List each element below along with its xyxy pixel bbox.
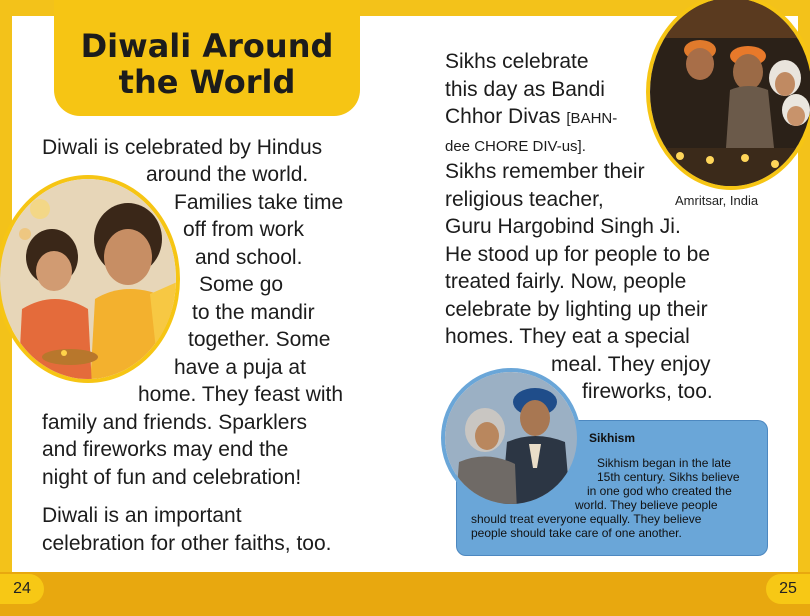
- sidebar-line-1: Sikhism began in the late: [597, 456, 732, 470]
- right-line-5: Sikhs remember their: [445, 160, 645, 183]
- left-line-6: Some go: [199, 273, 284, 296]
- pronunciation-part-1: [BAHN-: [566, 110, 618, 127]
- right-line-8: He stood up for people to be: [445, 243, 711, 266]
- photo-caption: Amritsar, India: [675, 193, 759, 208]
- left-line-1: Diwali is celebrated by Hindus: [42, 136, 323, 159]
- left-line-13: night of fun and celebration!: [42, 466, 302, 489]
- left-line-9: have a puja at: [174, 356, 306, 379]
- title-line-2: the World: [118, 63, 296, 101]
- pronunciation-part-2: dee CHORE DIV-us].: [445, 138, 586, 155]
- left-line-7: to the mandir: [192, 301, 315, 324]
- sidebar-line-3: in one god who created the: [587, 484, 732, 498]
- family-photo-image: [0, 179, 180, 383]
- right-line-9: treated fairly. Now, people: [445, 270, 687, 293]
- right-line-12: meal. They enjoy: [551, 353, 711, 376]
- right-line-6: religious teacher,: [445, 188, 604, 211]
- left-para2-line-1: Diwali is an important: [42, 504, 242, 527]
- right-line-10: celebrate by lighting up their: [445, 298, 708, 321]
- left-line-3: Families take time: [174, 191, 344, 214]
- right-line-7: Guru Hargobind Singh Ji.: [445, 215, 681, 238]
- sidebar-line-6: people should take care of one another.: [471, 526, 682, 540]
- page-number-left: 24: [0, 574, 44, 604]
- sidebar-line-4: world. They believe people: [575, 498, 718, 512]
- title-line-1: Diwali Around: [80, 27, 334, 65]
- left-line-12: and fireworks may end the: [42, 438, 289, 461]
- sidebar-title: Sikhism: [589, 431, 636, 445]
- page-number-right: 25: [766, 574, 810, 604]
- left-para2-line-2: celebration for other faiths, too.: [42, 532, 332, 555]
- amritsar-photo-image: [650, 0, 810, 190]
- right-line-2: this day as Bandi: [445, 78, 605, 101]
- right-line-3: [445, 103, 617, 132]
- right-line-11: homes. They eat a special: [445, 325, 690, 348]
- footer-band: [0, 572, 810, 616]
- prayer-photo: [441, 368, 581, 508]
- sidebar-line-5: should treat everyone equally. They believe: [471, 512, 702, 526]
- left-line-8: together. Some: [188, 328, 331, 351]
- family-photo: [0, 175, 180, 383]
- left-line-10: home. They feast with: [138, 383, 344, 406]
- right-line-13: fireworks, too.: [582, 380, 713, 403]
- left-line-5: and school.: [195, 246, 303, 269]
- left-line-2: around the world.: [146, 163, 309, 186]
- page-title: [54, 28, 360, 100]
- left-line-4: off from work: [183, 218, 304, 241]
- right-line-1: Sikhs celebrate: [445, 50, 589, 73]
- sidebar-line-2: 15th century. Sikhs believe: [597, 470, 740, 484]
- left-line-11: family and friends. Sparklers: [42, 411, 307, 434]
- right-line-3a: Chhor Divas: [445, 105, 567, 128]
- amritsar-photo: [646, 0, 810, 190]
